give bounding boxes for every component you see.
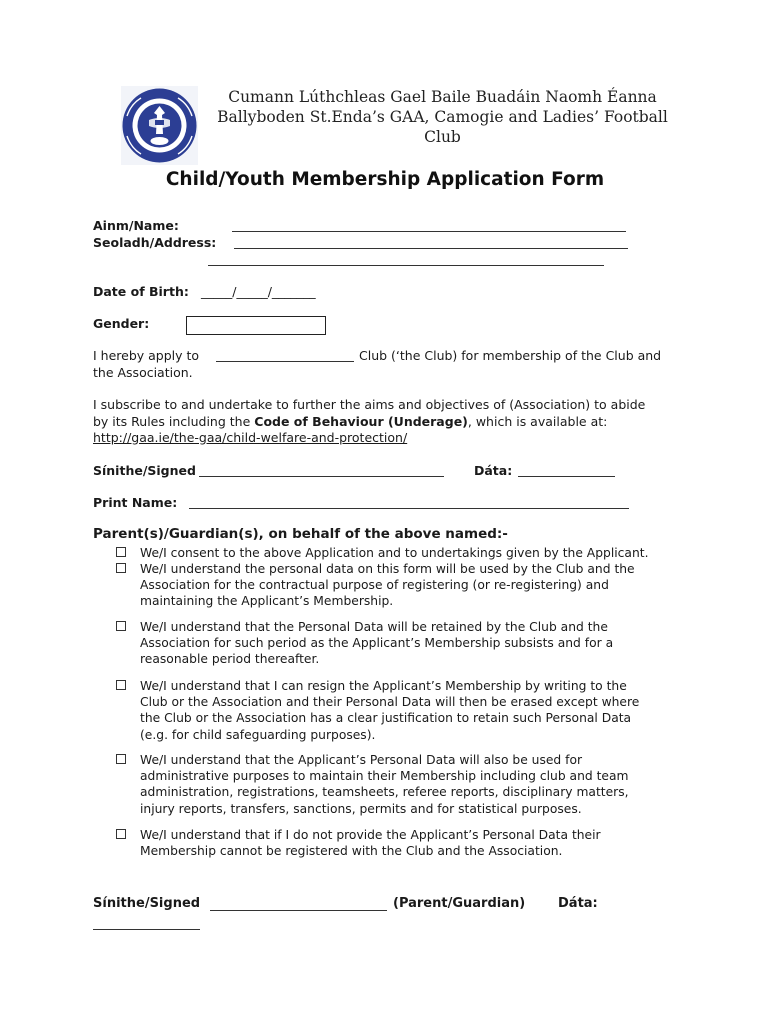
apply-text-after: Club (‘the Club) for membership of the Club and bbox=[359, 348, 662, 363]
consent-checkbox[interactable] bbox=[116, 829, 126, 839]
consent-checkbox[interactable] bbox=[116, 547, 126, 557]
consent-text bbox=[140, 678, 680, 743]
club-name-line: Ballyboden St.Enda’s GAA, Camogie and Ladies’ Football bbox=[217, 108, 668, 126]
consent-line: We/I understand the personal data on this form will be used by the Club and the bbox=[140, 562, 635, 576]
consent-line: Membership cannot be registered with the Club and the Association. bbox=[140, 844, 563, 859]
date-label: Dáta: bbox=[474, 463, 513, 478]
address-field-line1[interactable] bbox=[234, 248, 628, 249]
consent-checkbox[interactable] bbox=[116, 754, 126, 764]
gender-label: Gender: bbox=[93, 316, 150, 331]
subscribe-line1: I subscribe to and undertake to further the aims and objectives of (Association) to abide bbox=[93, 397, 646, 412]
address-field-line2[interactable] bbox=[208, 265, 604, 266]
consent-line: Association for such period as the Applicant’s Membership subsists and for a bbox=[140, 636, 614, 651]
consent-line: We/I consent to the above Application and to undertakings given by the Applicant. bbox=[140, 546, 649, 560]
consent-checkbox[interactable] bbox=[116, 621, 126, 631]
signature-field[interactable] bbox=[199, 476, 444, 477]
name-field[interactable] bbox=[232, 231, 626, 232]
consent-line: We/I understand that the Applicant’s Personal Data will also be used for bbox=[140, 753, 583, 767]
print-name-label: Print Name: bbox=[93, 495, 178, 510]
consent-line: reasonable period thereafter. bbox=[140, 652, 320, 667]
print-name-field[interactable] bbox=[189, 508, 629, 509]
parent-date-label: Dáta: bbox=[558, 896, 598, 911]
form-title: Child/Youth Membership Application Form bbox=[165, 169, 605, 190]
consent-line: maintaining the Applicant’s Membership. bbox=[140, 594, 394, 609]
consent-line: (e.g. for child safeguarding purposes). bbox=[140, 727, 376, 742]
consent-line: We/I understand that if I do not provide the Applicant’s Personal Data their bbox=[140, 828, 601, 842]
dob-field[interactable]: _____/_____/_______ bbox=[201, 284, 316, 299]
child-welfare-link[interactable]: http://gaa.ie/the-gaa/child-welfare-and-protection/ bbox=[93, 430, 408, 445]
consent-checkbox[interactable] bbox=[116, 680, 126, 690]
consent-line: injury reports, transfers, sanctions, permits and for statistical purposes. bbox=[140, 801, 582, 816]
gender-input[interactable] bbox=[186, 316, 326, 335]
address-label: Seoladh/Address: bbox=[93, 235, 217, 250]
name-label: Ainm/Name: bbox=[93, 218, 179, 233]
consent-line: We/I understand that the Personal Data will be retained by the Club and the bbox=[140, 620, 608, 634]
apply-text-line2: the Association. bbox=[93, 365, 193, 380]
parent-signature-field[interactable] bbox=[210, 910, 387, 911]
consent-text bbox=[140, 827, 680, 859]
consent-text bbox=[140, 619, 680, 668]
parent-role-label: (Parent/Guardian) bbox=[393, 896, 526, 911]
club-crest-icon bbox=[121, 86, 198, 165]
consent-text bbox=[140, 545, 680, 561]
consent-line: We/I understand that I can resign the Applicant’s Membership by writing to the bbox=[140, 679, 627, 693]
code-of-behaviour: Code of Behaviour (Underage) bbox=[254, 413, 468, 429]
signed-label: Sínithe/Signed bbox=[93, 463, 196, 478]
subscribe-text: , which is available at: bbox=[467, 413, 608, 429]
consent-line: Association for the contractual purpose of registering (or re-registering) and bbox=[140, 578, 609, 593]
club-name bbox=[215, 87, 670, 147]
subscribe-paragraph bbox=[93, 397, 683, 447]
subscribe-line2 bbox=[93, 414, 683, 431]
parent-date-field[interactable] bbox=[93, 929, 200, 930]
consent-checkbox[interactable] bbox=[116, 563, 126, 573]
subscribe-text: by its Rules including the bbox=[93, 413, 251, 429]
club-name-line: Cumann Lúthchleas Gael Baile Buadáin Naomh Éanna bbox=[228, 88, 657, 106]
consent-line: administration, registrations, teamsheets, referee reports, disciplinary matters, bbox=[140, 785, 629, 800]
parent-section-heading: Parent(s)/Guardian(s), on behalf of the above named:- bbox=[93, 526, 508, 542]
consent-line: administrative purposes to maintain their Membership including club and team bbox=[140, 769, 629, 784]
date-field[interactable] bbox=[518, 476, 615, 477]
club-name-field[interactable] bbox=[216, 361, 354, 362]
consent-line: the Club or the Association has a clear justification to retain such Personal Data bbox=[140, 711, 632, 726]
club-name-line: Club bbox=[424, 128, 461, 146]
dob-label: Date of Birth: bbox=[93, 284, 189, 299]
consent-text bbox=[140, 561, 680, 610]
apply-text-before: I hereby apply to bbox=[93, 348, 200, 363]
consent-text bbox=[140, 752, 680, 817]
consent-line: Club or the Association and their Personal Data will then be erased except where bbox=[140, 695, 640, 710]
parent-signed-label: Sínithe/Signed bbox=[93, 896, 201, 911]
